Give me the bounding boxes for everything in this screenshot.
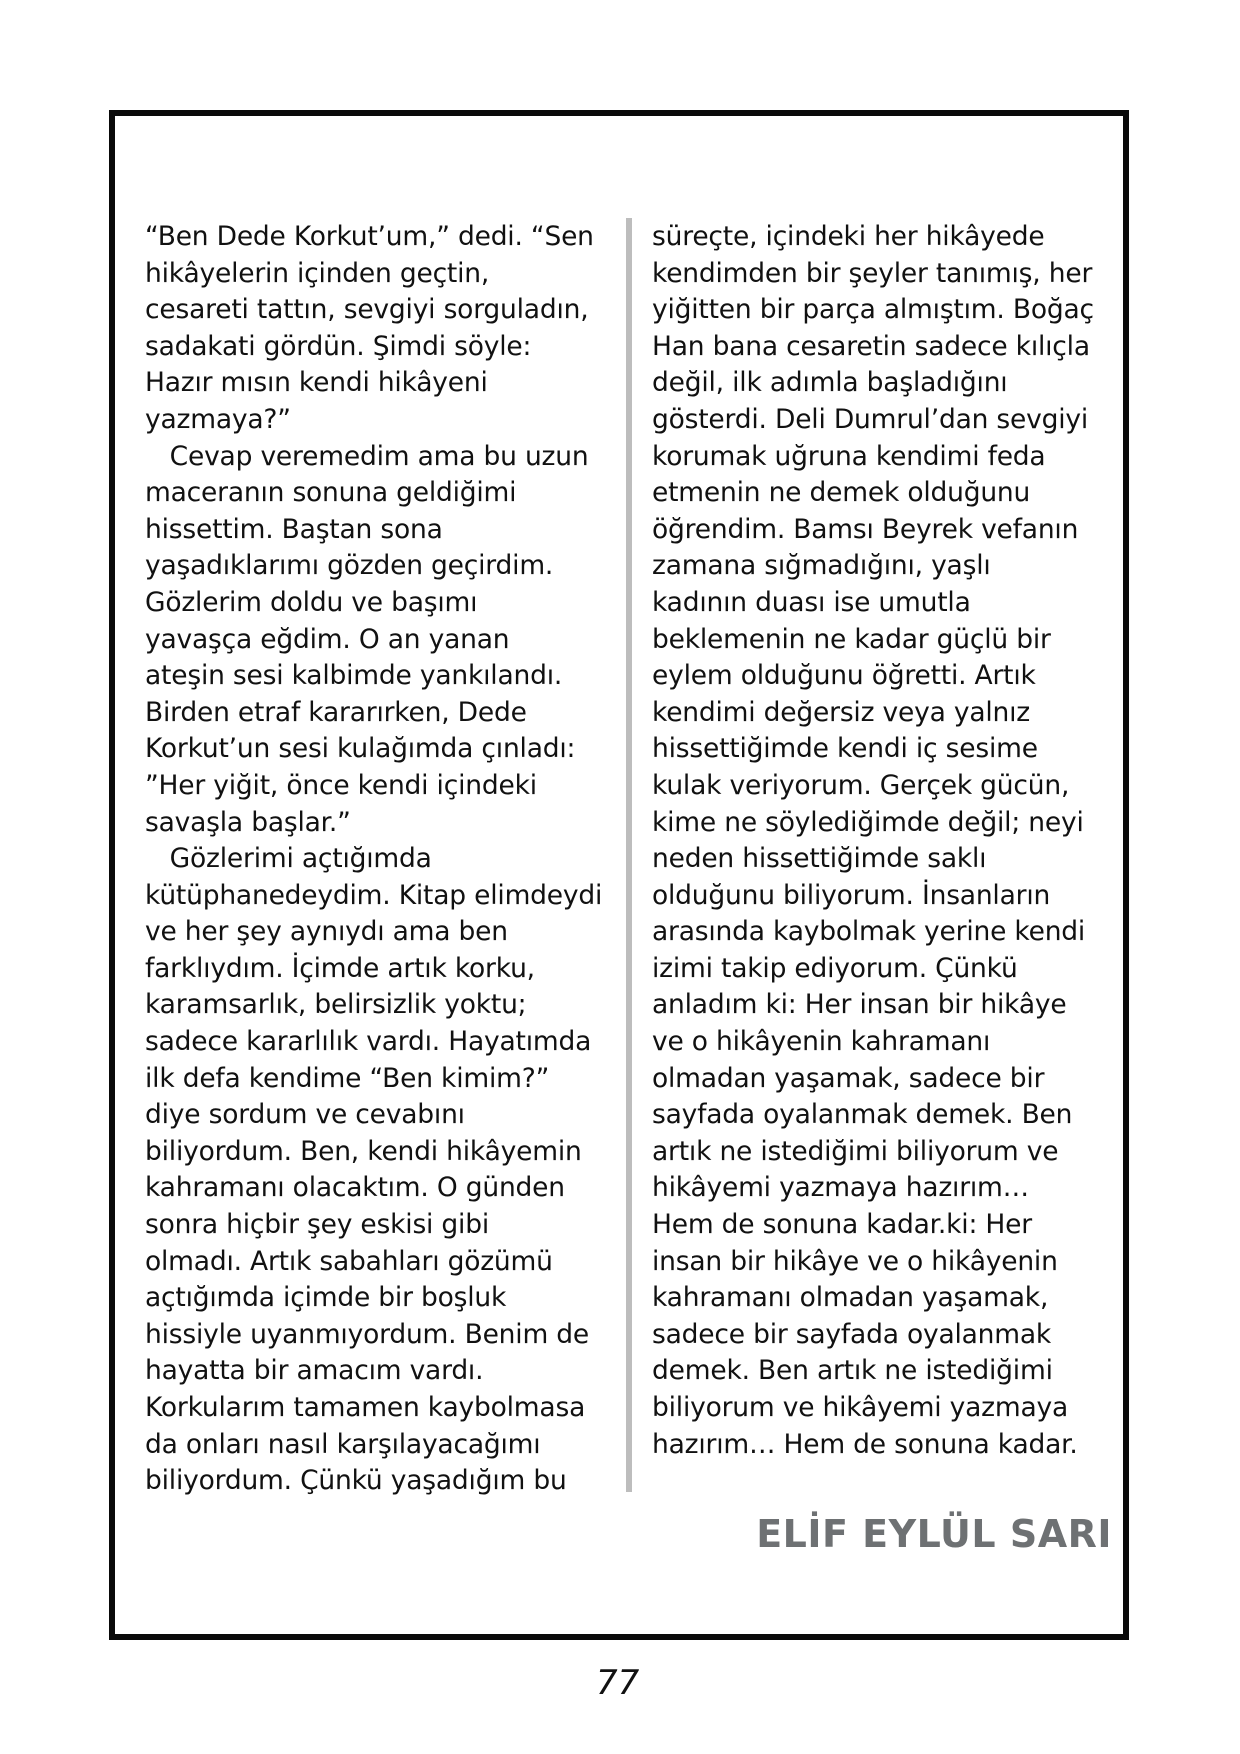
text-line: Han bana cesaretin sadece kılıçla	[652, 330, 1090, 362]
right-text-column	[652, 219, 1122, 1463]
text-line: Hazır mısın kendi hikâyeni	[145, 367, 488, 399]
text-line: ”Her yiğit, önce kendi içindeki	[145, 769, 537, 801]
text-line: biliyordum. Ben, kendi hikâyemin	[145, 1135, 582, 1167]
text-line: Birden etraf kararırken, Dede	[145, 696, 527, 728]
column-divider	[626, 218, 632, 1492]
text-line: insan bir hikâye ve o hikâyenin	[652, 1245, 1058, 1277]
text-line: “Ben Dede Korkut’um,” dedi. “Sen	[145, 221, 594, 252]
text-line: kime ne söylediğimde değil; neyi	[652, 806, 1084, 838]
text-line: açtığımda içimde bir boşluk	[145, 1282, 507, 1314]
text-line: yavaşça eğdim. O an yanan	[145, 623, 510, 655]
text-line: öğrendim. Bamsı Beyrek vefanın	[652, 513, 1079, 545]
text-line: anladım ki: Her insan bir hikâye	[652, 989, 1067, 1021]
text-line: sadakati gördün. Şimdi söyle:	[145, 330, 532, 362]
text-line: hissettim. Baştan sona	[145, 513, 443, 545]
text-line: da onları nasıl karşılayacağımı	[145, 1428, 541, 1460]
text-line: kulak veriyorum. Gerçek gücün,	[652, 769, 1070, 801]
text-line: hikâyemi yazmaya hazırım…	[652, 1172, 1029, 1204]
text-line: biliyorum ve hikâyemi yazmaya	[652, 1392, 1069, 1423]
page-number: 77	[596, 1663, 640, 1703]
text-line: savaşla başlar.”	[145, 806, 351, 838]
text-line: Korkularım tamamen kaybolmasa	[145, 1392, 586, 1423]
text-line: demek. Ben artık ne istediğimi	[652, 1355, 1053, 1387]
text-line: karamsarlık, belirsizlik yoktu;	[145, 989, 527, 1021]
text-line: kütüphanedeydim. Kitap elimdeydi	[145, 879, 603, 911]
text-line: olduğunu biliyorum. İnsanların	[652, 879, 1051, 911]
text-line: ve her şey aynıydı ama ben	[145, 916, 508, 948]
text-line: biliyordum. Çünkü yaşadığım bu	[145, 1465, 567, 1497]
text-line: sadece bir sayfada oyalanmak	[652, 1318, 1052, 1350]
text-line: ateşin sesi kalbimde yankılandı.	[145, 660, 563, 692]
text-line: sayfada oyalanmak demek. Ben	[652, 1099, 1073, 1131]
text-line: sadece kararlılık vardı. Hayatımda	[145, 1026, 592, 1058]
text-line: eylem olduğunu öğretti. Artık	[652, 660, 1036, 692]
text-line: kendimden bir şeyler tanımış, her	[652, 257, 1093, 289]
text-line: korumak uğruna kendimi feda	[652, 440, 1046, 472]
text-line: ilk defa kendime “Ben kimim?”	[145, 1062, 550, 1094]
text-line: izimi takip ediyorum. Çünkü	[652, 952, 1018, 984]
text-line: olmadan yaşamak, sadece bir	[652, 1062, 1045, 1094]
text-line: cesareti tattın, sevgiyi sorguladın,	[145, 294, 589, 326]
text-line: hissiyle uyanmıyordum. Benim de	[145, 1318, 590, 1350]
text-line: diye sordum ve cevabını	[145, 1099, 465, 1131]
text-line: Korkut’un sesi kulağımda çınladı:	[145, 733, 576, 765]
text-line: ve o hikâyenin kahramanı	[652, 1026, 991, 1058]
author-name: ELİF EYLÜL SARI	[756, 1512, 1112, 1556]
text-line: hayatta bir amacım vardı.	[145, 1355, 484, 1387]
text-line: Cevap veremedim ama bu uzun	[145, 440, 589, 472]
text-line: süreçte, içindeki her hikâyede	[652, 221, 1045, 252]
text-line: Hem de sonuna kadar.ki: Her	[652, 1209, 1032, 1241]
text-line: hazırım… Hem de sonuna kadar.	[652, 1428, 1078, 1460]
left-text-column	[145, 219, 610, 1500]
text-line: yazmaya?”	[145, 403, 291, 435]
text-line: neden hissettiğimde saklı	[652, 843, 987, 875]
text-line: değil, ilk adımla başladığını	[652, 367, 1008, 399]
text-line: kahramanı olacaktım. O günden	[145, 1172, 565, 1204]
text-line: beklemenin ne kadar güçlü bir	[652, 623, 1051, 655]
text-line: kendimi değersiz veya yalnız	[652, 696, 1031, 728]
text-line: olmadı. Artık sabahları gözümü	[145, 1245, 553, 1277]
text-line: hikâyelerin içinden geçtin,	[145, 257, 490, 289]
text-line: zamana sığmadığını, yaşlı	[652, 550, 991, 582]
text-line: artık ne istediğimi biliyorum ve	[652, 1135, 1059, 1167]
text-line: kadının duası ise umutla	[652, 586, 971, 618]
text-line: arasında kaybolmak yerine kendi	[652, 916, 1086, 948]
text-line: maceranın sonuna geldiğimi	[145, 477, 517, 509]
text-line: gösterdi. Deli Dumrul’dan sevgiyi	[652, 403, 1089, 435]
text-line: farklıydım. İçimde artık korku,	[145, 952, 535, 984]
text-line: hissettiğimde kendi iç sesime	[652, 733, 1038, 765]
text-line: yiğitten bir parça almıştım. Boğaç	[652, 294, 1094, 326]
text-line: Gözlerimi açtığımda	[145, 843, 432, 875]
text-line: Gözlerim doldu ve başımı	[145, 586, 478, 618]
text-line: sonra hiçbir şey eskisi gibi	[145, 1209, 489, 1241]
text-line: yaşadıklarımı gözden geçirdim.	[145, 550, 554, 582]
text-line: etmenin ne demek olduğunu	[652, 477, 1031, 509]
text-line: kahramanı olmadan yaşamak,	[652, 1282, 1049, 1314]
